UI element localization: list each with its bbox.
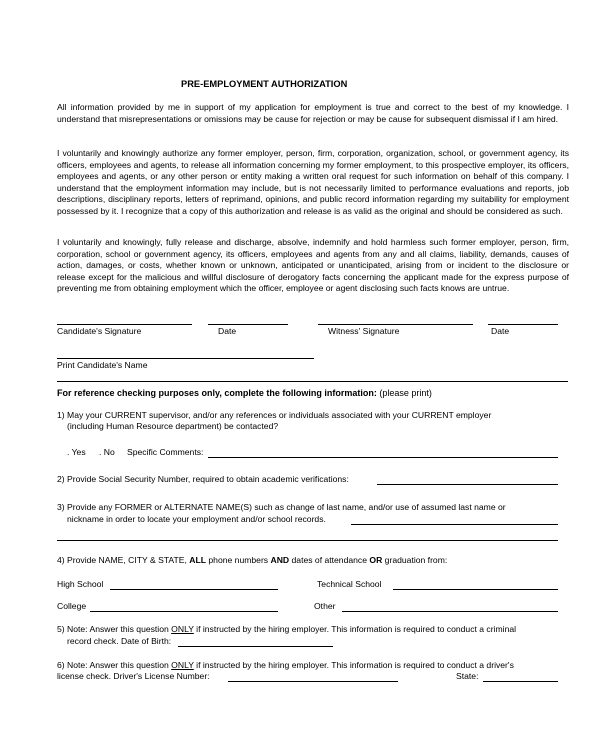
question-1-line-2: (including Human Resource department) be contacted? — [67, 421, 279, 431]
question-4-and: AND — [270, 555, 290, 565]
candidate-signature-field[interactable] — [57, 324, 192, 325]
date-of-birth-field[interactable] — [178, 646, 333, 647]
ssn-field[interactable] — [377, 484, 558, 485]
question-4-part-c: dates of attendance — [289, 555, 370, 565]
college-label: College — [57, 601, 87, 611]
question-6-line-1 — [57, 660, 514, 670]
date-label-2: Date — [491, 326, 510, 336]
accuracy-statement — [57, 102, 569, 125]
other-field[interactable] — [342, 611, 558, 612]
alternate-names-field-2[interactable] — [57, 540, 558, 541]
question-6-only: ONLY — [171, 660, 194, 670]
q1-no-option[interactable]: . No — [99, 447, 115, 457]
reference-heading-text: For reference checking purposes only, complete the following information: — [57, 388, 377, 398]
question-4-part-d: graduation from: — [382, 555, 448, 565]
other-label: Other — [314, 601, 336, 611]
alternate-names-field-1[interactable] — [351, 524, 558, 525]
print-name-label: Print Candidate's Name — [57, 360, 148, 370]
form-title: PRE-EMPLOYMENT AUTHORIZATION — [181, 79, 348, 89]
college-field[interactable] — [90, 611, 278, 612]
date-label-1: Date — [218, 326, 237, 336]
question-6-part-a: 6) Note: Answer this question — [57, 660, 172, 670]
question-4-all: ALL — [189, 555, 206, 565]
question-6-part-b: if instructed by the hiring employer. This information is required to conduct a driver's — [193, 660, 514, 670]
candidate-signature-label: Candidate's Signature — [57, 326, 142, 336]
high-school-label: High School — [57, 579, 104, 589]
paragraph-release: I voluntarily and knowingly, fully release and discharge, absolve, indemnify and hold harmless such former employer, person, firm, corporation, school or government agency, its officers, employees and agents from any and all claims, liability, demands, causes of action, damages, or costs, whether known or unknown, anticipated or unanticipated, arising from or incident to the disclosure or release except for the malicious and willful disclosure of derogatory facts concerning the applicant made for the express purpose of preventing me from obtaining employment which the officer, employee or agent disclosing such facts knows are untrue. — [57, 237, 569, 294]
specific-comments-label: Specific Comments: — [127, 447, 204, 457]
paragraph-authorization: I voluntarily and knowingly authorize any former employer, person, firm, corporation, organization, school, or government agency, its officers, employees and agents, to release all information concerning my former employment, to this prospective employer, its officers, employees and agents, or any other person or entity making a written oral request for such information on behalf of this company. I understand that the employment information may include, but is not necessarily limited to performance evaluations and reports, job descriptions, disciplinary reports, letters of reprimand, opinions, and public record information regarding my suitability for employment possessed by it. I recognize that a copy of this authorization and release is as valid as the original and should be considered as such. — [57, 148, 569, 216]
state-field[interactable] — [483, 681, 558, 682]
question-3-line-2: nickname in order to locate your employment and/or school records. — [67, 514, 326, 524]
witness-signature-field[interactable] — [318, 324, 473, 325]
state-label: State: — [456, 671, 479, 681]
question-5-part-b: if instructed by the hiring employer. This information is required to conduct a criminal — [193, 624, 517, 634]
witness-signature-label: Witness' Signature — [328, 326, 400, 336]
drivers-license-field[interactable] — [228, 681, 398, 682]
high-school-field[interactable] — [110, 589, 278, 590]
paragraph-accuracy: All information provided by me in support of my application for employment is true and correct to the best of my knowledge. I understand that misrepresentations or omissions may be cause for rejection or may be cause for subsequent dismissal if I am hired. — [57, 102, 569, 124]
question-5-line-1 — [57, 624, 516, 634]
drivers-license-label: license check. Driver's License Number: — [57, 671, 210, 681]
technical-school-label: Technical School — [317, 579, 382, 589]
reference-heading — [57, 388, 432, 398]
question-1-line-1: 1) May your CURRENT supervisor, and/or any references or individuals associated with your CURRENT employer — [57, 410, 492, 420]
question-4-part-b: phone numbers — [206, 555, 271, 565]
date-of-birth-label: record check. Date of Birth: — [67, 636, 172, 646]
print-name-field[interactable] — [57, 358, 314, 359]
question-4 — [57, 555, 447, 565]
question-4-or: OR — [369, 555, 383, 565]
date-field-1[interactable] — [208, 324, 288, 325]
question-2: 2) Provide Social Security Number, required to obtain academic verifications: — [57, 474, 349, 484]
section-divider — [57, 381, 568, 382]
question-4-part-a: 4) Provide NAME, CITY & STATE, — [57, 555, 190, 565]
date-field-2[interactable] — [488, 324, 558, 325]
authorization-statement — [57, 148, 569, 218]
technical-school-field[interactable] — [393, 589, 558, 590]
release-statement — [57, 237, 569, 295]
question-5-part-a: 5) Note: Answer this question — [57, 624, 172, 634]
question-3-line-1: 3) Provide any FORMER or ALTERNATE NAME(S) such as change of last name, and/or use of assumed last name or — [57, 502, 506, 512]
reference-heading-note: (please print) — [379, 388, 432, 398]
specific-comments-field[interactable] — [208, 457, 558, 458]
q1-yes-option[interactable]: . Yes — [67, 447, 86, 457]
question-5-only: ONLY — [171, 624, 194, 634]
